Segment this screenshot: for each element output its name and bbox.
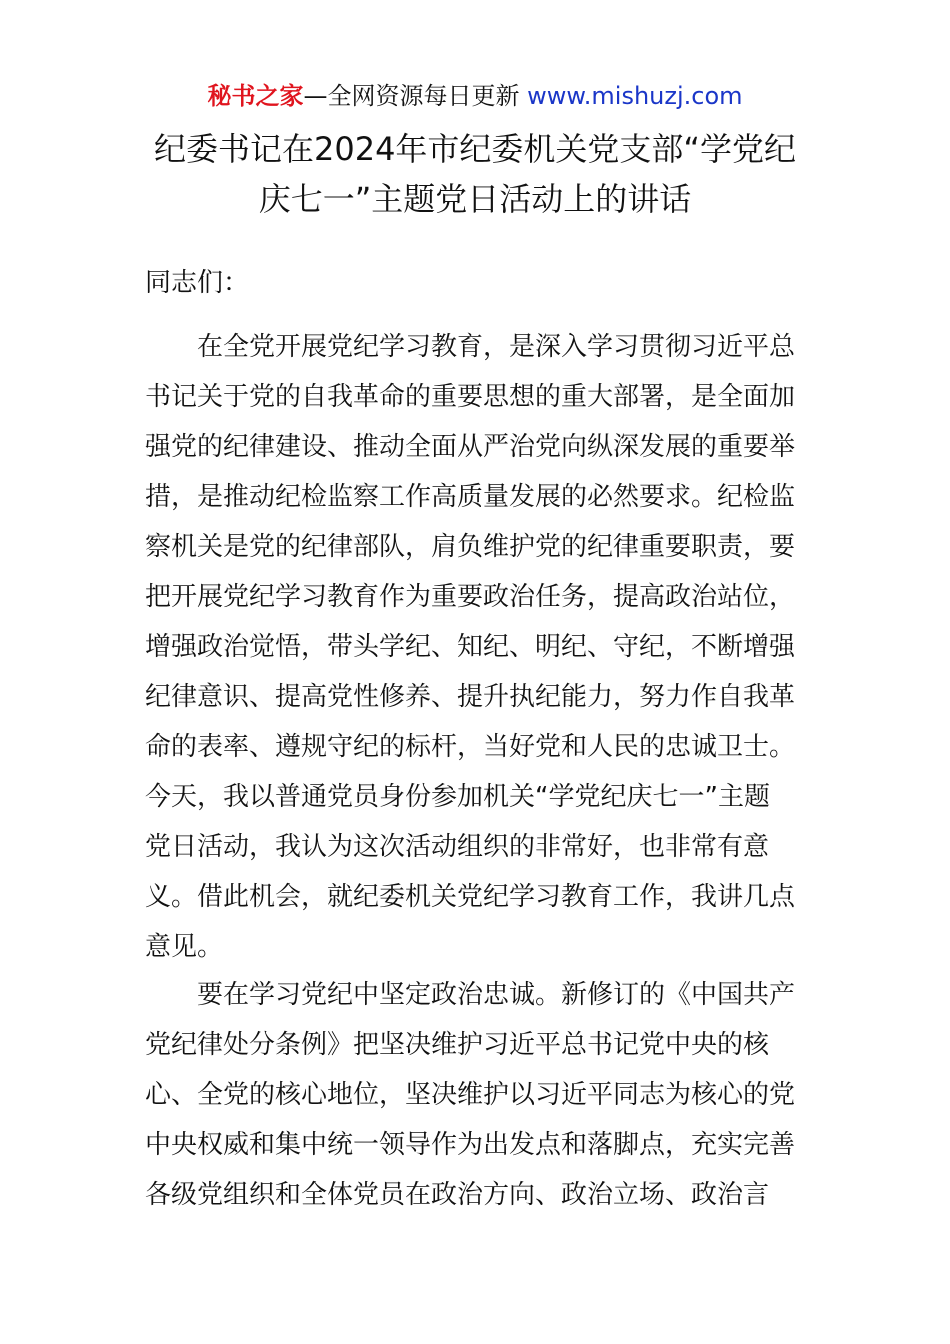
site-tagline: —全网资源每日更新 bbox=[303, 82, 528, 110]
salutation-block bbox=[145, 258, 810, 308]
paragraph-line: 强党的纪律建设、推动全面从严治党向纵深发展的重要举 bbox=[145, 432, 796, 462]
paragraph-line: 中央权威和集中统一领导作为出发点和落脚点，充实完善 bbox=[145, 1130, 796, 1160]
paragraph-line: 各级党组织和全体党员在政治方向、政治立场、政治言 bbox=[145, 1180, 770, 1210]
paragraph-2 bbox=[145, 970, 810, 1220]
site-header bbox=[0, 78, 950, 114]
site-brand: 秘书之家 bbox=[207, 82, 304, 110]
title-line: 纪委书记在2024年市纪委机关党支部“学党纪 bbox=[153, 130, 797, 168]
paragraph-line: 要在学习党纪中坚定政治忠诚。新修订的《中国共产 bbox=[197, 980, 796, 1010]
paragraph-line: 心、全党的核心地位，坚决维护以习近平同志为核心的党 bbox=[145, 1080, 796, 1110]
paragraph-line: 增强政治觉悟，带头学纪、知纪、明纪、守纪，不断增强 bbox=[145, 632, 796, 662]
paragraph-line: 今天，我以普通党员身份参加机关“学党纪庆七一”主题 bbox=[145, 782, 770, 812]
paragraph-line: 党纪律处分条例》把坚决维护习近平总书记党中央的核 bbox=[145, 1030, 770, 1060]
paragraph-line: 把开展党纪学习教育作为重要政治任务，提高政治站位， bbox=[145, 582, 796, 612]
paragraph-line: 义。借此机会，就纪委机关党纪学习教育工作，我讲几点 bbox=[145, 882, 796, 912]
title-line: 庆七一”主题党日活动上的讲话 bbox=[258, 180, 692, 218]
site-url-link[interactable]: www.mishuzj.com bbox=[527, 82, 743, 110]
paragraph-line: 意见。 bbox=[145, 932, 224, 962]
paragraph-line: 措，是推动纪检监察工作高质量发展的必然要求。纪检监 bbox=[145, 482, 796, 512]
paragraph-line: 纪律意识、提高党性修养、提升执纪能力，努力作自我革 bbox=[145, 682, 796, 712]
salutation: 同志们： bbox=[145, 268, 250, 298]
paragraph-line: 书记关于党的自我革命的重要思想的重大部署，是全面加 bbox=[145, 382, 796, 412]
paragraph-1 bbox=[145, 322, 810, 972]
document-title bbox=[120, 124, 830, 224]
paragraph-line: 命的表率、遵规守纪的标杆，当好党和人民的忠诚卫士。 bbox=[145, 732, 796, 762]
paragraph-line: 在全党开展党纪学习教育，是深入学习贯彻习近平总 bbox=[197, 332, 796, 362]
paragraph-line: 党日活动，我认为这次活动组织的非常好，也非常有意 bbox=[145, 832, 770, 862]
paragraph-line: 察机关是党的纪律部队，肩负维护党的纪律重要职责，要 bbox=[145, 532, 796, 562]
